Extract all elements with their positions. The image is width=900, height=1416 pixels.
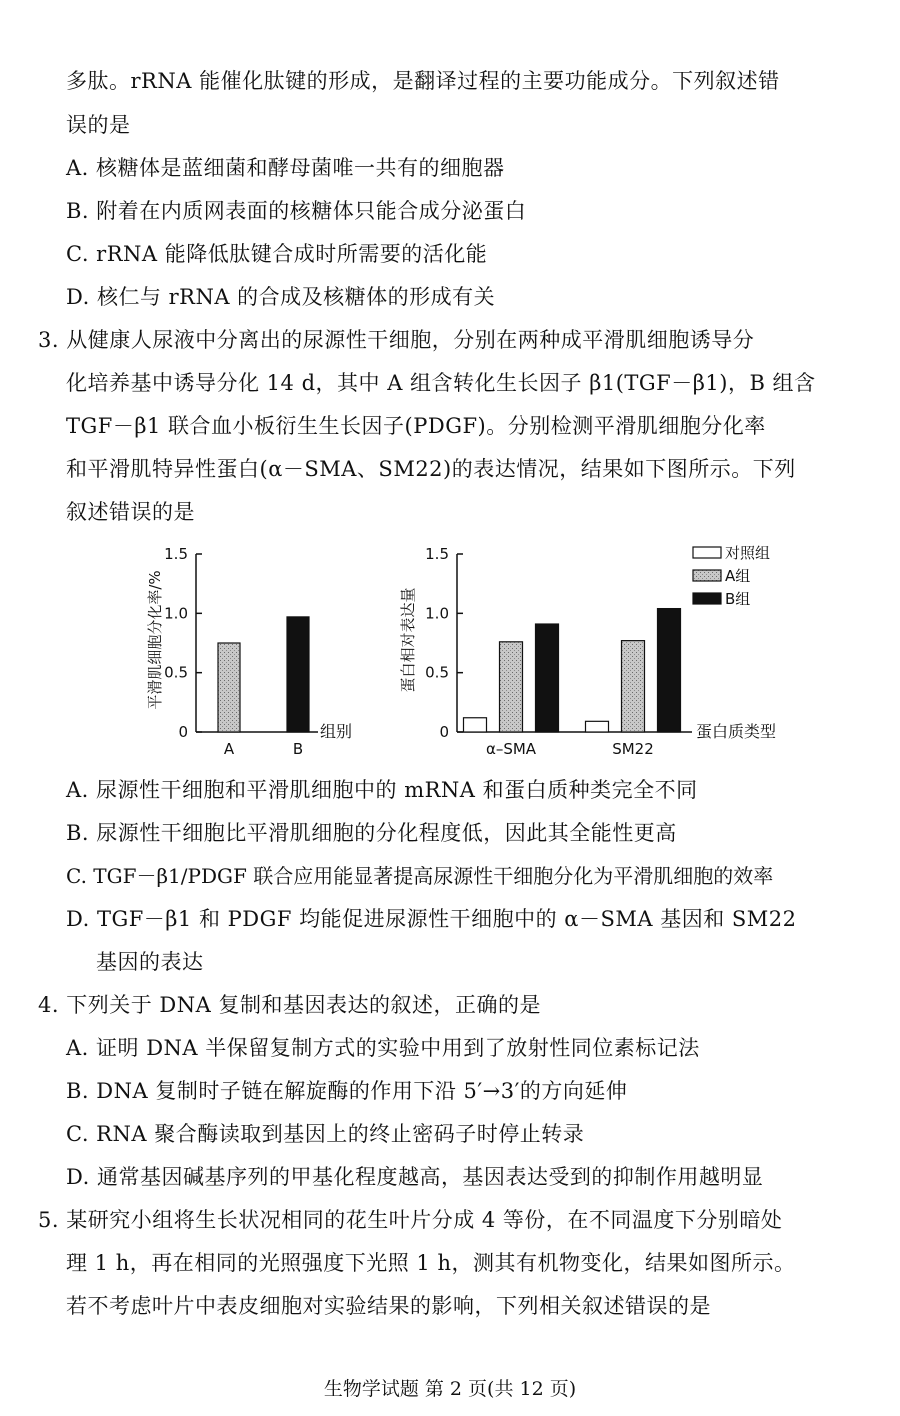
q3-stem-line-2: 化培养基中诱导分化 14 d，其中 A 组含转化生长因子 β1(TGF－β1)，B 组含 [66, 371, 816, 395]
chart1-ytick-label: 1.5 [164, 545, 188, 563]
q5-stem-line-1: 5. 某研究小组将生长状况相同的花生叶片分成 4 等份，在不同温度下分别暗处 [38, 1208, 783, 1232]
q2-option-a: A. 核糖体是蓝细菌和酵母菌唯一共有的细胞器 [66, 156, 505, 180]
q2-option-b: B. 附着在内质网表面的核糖体只能合成分泌蛋白 [66, 199, 527, 223]
chart1-bar [287, 617, 309, 732]
chart2-ytick-label: 0.5 [425, 663, 449, 682]
q5-stem-line-3: 若不考虑叶片中表皮细胞对实验结果的影响，下列相关叙述错误的是 [66, 1294, 711, 1318]
legend-swatch-control [693, 547, 721, 558]
legend-swatch-a [693, 570, 721, 581]
q4-stem: 4. 下列关于 DNA 复制和基因表达的叙述，正确的是 [38, 993, 541, 1017]
chart1-bar [218, 643, 240, 732]
q2-option-d: D. 核仁与 rRNA 的合成及核糖体的形成有关 [66, 285, 496, 309]
q2-stem-line-1: 多肽。rRNA 能催化肽键的形成，是翻译过程的主要功能成分。下列叙述错 [66, 69, 780, 93]
chart1-xlabel: 组别 [320, 722, 353, 741]
chart1-ytick-label: 0 [178, 723, 188, 741]
chart2-bar [500, 642, 523, 732]
legend-swatch-b [693, 593, 721, 604]
chart1-ytick-label: 0.5 [164, 663, 188, 682]
page-footer: 生物学试题 第 2 页(共 12 页) [323, 1378, 577, 1400]
chart2-ylabel: 蛋白相对表达量 [399, 587, 417, 693]
q4-option-b: B. DNA 复制时子链在解旋酶的作用下沿 5′→3′的方向延伸 [66, 1079, 628, 1103]
chart2-bar [586, 721, 609, 732]
q2-stem-line-2: 误的是 [66, 113, 131, 137]
legend-label-control: 对照组 [725, 544, 771, 562]
q4-option-c: C. RNA 聚合酶读取到基因上的终止密码子时停止转录 [66, 1122, 585, 1146]
chart2-bar [464, 718, 487, 732]
chart2-xlabel: 蛋白质类型 [696, 722, 777, 741]
chart1-ylabel: 平滑肌细胞分化率/% [146, 570, 164, 710]
q3-stem-line-5: 叙述错误的是 [66, 500, 195, 524]
chart2-category-label: α–SMA [485, 740, 537, 758]
q3-option-a: A. 尿源性干细胞和平滑肌细胞中的 mRNA 和蛋白质种类完全不同 [66, 778, 698, 802]
chart1-category-label: B [292, 740, 304, 758]
chart2-ytick-label: 1.5 [425, 545, 449, 563]
chart-2 [399, 544, 776, 758]
legend-label-a: A组 [725, 567, 751, 585]
chart2-ytick-label: 0 [439, 723, 449, 741]
q5-stem-line-2: 理 1 h，再在相同的光照强度下光照 1 h，测其有机物变化，结果如图所示。 [66, 1251, 796, 1275]
q3-option-b: B. 尿源性干细胞比平滑肌细胞的分化程度低，因此其全能性更高 [66, 821, 677, 845]
chart2-ytick-label: 1.0 [425, 604, 449, 623]
chart1-category-label: A [223, 740, 235, 758]
chart2-category-label: SM22 [612, 740, 654, 758]
chart2-bar [536, 624, 559, 732]
q4-option-a: A. 证明 DNA 半保留复制方式的实验中用到了放射性同位素标记法 [66, 1036, 700, 1060]
q3-figure [0, 540, 900, 775]
q3-stem-line-4: 和平滑肌特异性蛋白(α－SMA、SM22)的表达情况，结果如下图所示。下列 [66, 457, 796, 481]
chart2-bar [622, 641, 645, 732]
q3-option-d-cont: 基因的表达 [96, 950, 204, 974]
q3-option-c: C. TGF－β1/PDGF 联合应用能显著提高尿源性干细胞分化为平滑肌细胞的效率 [66, 864, 774, 888]
chart1-ytick-label: 1.0 [164, 604, 188, 623]
chart2-bar [658, 609, 681, 732]
chart-1 [146, 545, 352, 758]
legend-label-b: B组 [725, 590, 751, 608]
q3-stem-line-1: 3. 从健康人尿液中分离出的尿源性干细胞，分别在两种成平滑肌细胞诱导分 [38, 328, 755, 352]
q2-option-c: C. rRNA 能降低肽键合成时所需要的活化能 [66, 242, 488, 266]
q3-option-d: D. TGF－β1 和 PDGF 均能促进尿源性干细胞中的 α－SMA 基因和 SM22 [66, 907, 797, 931]
q4-option-d: D. 通常基因碱基序列的甲基化程度越高，基因表达受到的抑制作用越明显 [66, 1165, 764, 1189]
chart2-legend [693, 544, 770, 608]
q3-stem-line-3: TGF－β1 联合血小板衍生生长因子(PDGF)。分别检测平滑肌细胞分化率 [66, 414, 766, 438]
